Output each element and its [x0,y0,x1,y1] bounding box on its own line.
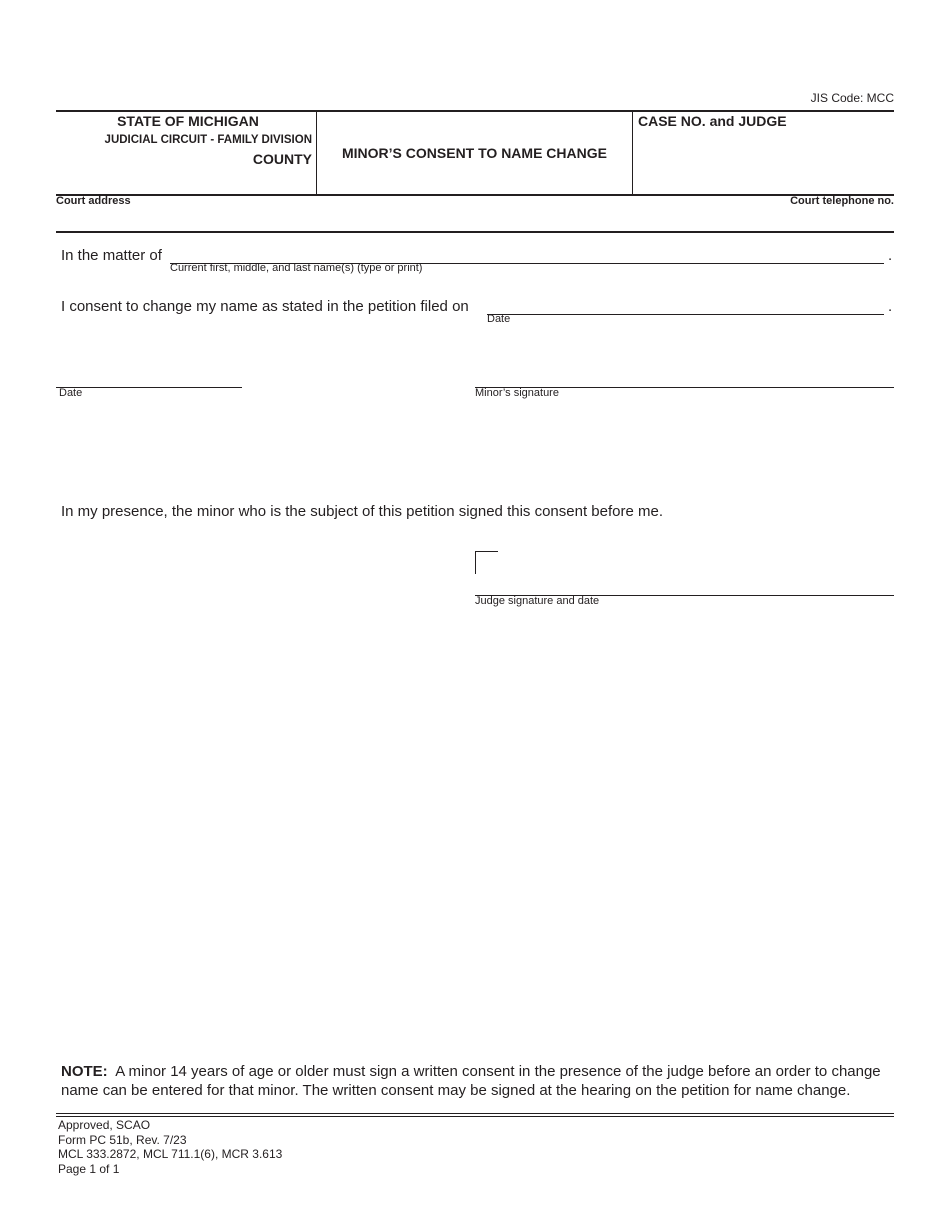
minor-signature-caption: Minor’s signature [475,387,559,399]
petition-date-field[interactable] [487,295,884,315]
jis-code: JIS Code: MCC [810,91,894,105]
judge-signature-field[interactable] [475,576,894,596]
matter-prefix: In the matter of [61,247,162,264]
header-bottom-rule [56,194,894,196]
minor-name-field[interactable] [170,244,884,264]
county-label: COUNTY [252,151,312,167]
case-number-judge-label: CASE NO. and JUDGE [638,113,787,129]
judge-signature-corner-mark [475,551,498,574]
form-title: MINOR’S CONSENT TO NAME CHANGE [342,145,607,161]
consent-period: . [888,298,893,315]
note-block [61,1062,901,1100]
signature-date-field[interactable] [56,368,242,388]
state-heading: STATE OF MICHIGAN [117,113,259,129]
note-text: A minor 14 years of age or older must sign a written consent in the presence of the judge before an order to change name can be entered for that minor. The written consent may be signed at the hearing on the petition for name change. [61,1063,881,1099]
note-label: NOTE: [61,1063,108,1080]
court-address-label: Court address [56,195,131,207]
judge-signature-caption: Judge signature and date [475,595,600,607]
footer-page: Page 1 of 1 [58,1161,120,1176]
petition-date-caption: Date [487,313,511,325]
presence-statement: In my presence, the minor who is the subject of this petition signed this consent before me. [61,503,663,520]
matter-period: . [888,247,893,264]
footer-rule-bottom [56,1116,894,1117]
court-division: JUDICIAL CIRCUIT - FAMILY DIVISION [104,134,312,146]
court-telephone-label: Court telephone no. [790,195,894,207]
footer-form-number: Form PC 51b, Rev. 7/23 [58,1132,187,1147]
address-bottom-rule [56,231,894,233]
footer-rule-top [56,1113,894,1114]
minor-name-caption: Current first, middle, and last name(s) (type or print) [170,262,423,274]
header-top-rule [56,110,894,112]
signature-date-caption: Date [59,387,83,399]
consent-statement: I consent to change my name as stated in the petition filed on [61,298,469,315]
footer-approved: Approved, SCAO [58,1118,151,1132]
footer-block [58,1118,282,1176]
minor-signature-field[interactable] [475,368,894,388]
footer-citations: MCL 333.2872, MCL 711.1(6), MCR 3.613 [58,1147,283,1161]
header-divider-2 [632,111,633,195]
